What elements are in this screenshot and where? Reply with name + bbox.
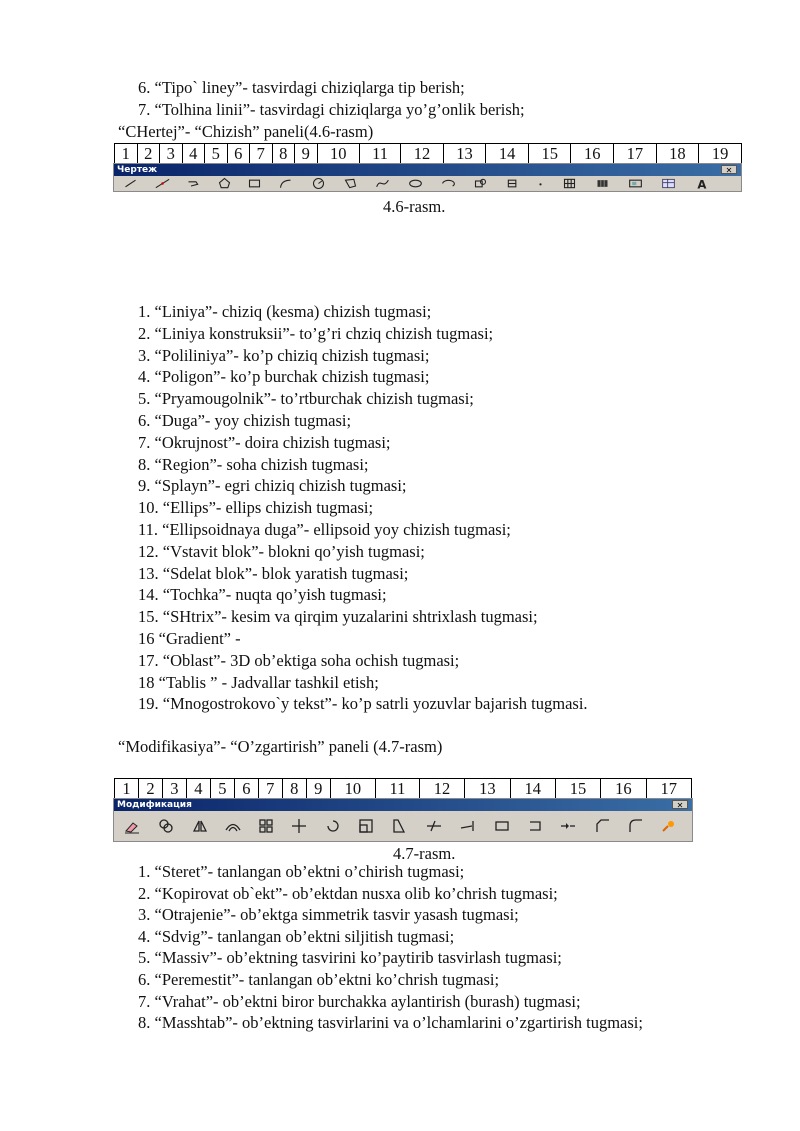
trim-icon[interactable] [416,817,451,835]
figure-caption-4-7: 4.7-rasm. [393,844,456,863]
number-cell: 3 [160,144,183,164]
modif-number-row [114,778,692,799]
number-cell: 18 [656,144,699,164]
list-item: 13. “Sdelat blok”- blok yaratish tugmasi; [138,563,409,583]
list-item: 6. “Peremestit”- tanlangan ob’ektni ko’chrish tugmasi; [138,970,500,989]
number-cell: 7 [258,779,282,799]
array-icon[interactable] [250,817,282,835]
number-cell: 16 [571,144,614,164]
gradient-icon[interactable] [586,176,619,191]
arc-icon[interactable] [269,176,302,191]
list-item: 16 “Gradient” - [138,629,241,648]
extend-icon[interactable] [451,817,485,835]
chamfer-icon[interactable] [585,817,618,835]
line-icon[interactable] [114,176,147,191]
section-heading-modifikasiya: “Modifikasiya”- “O’zgartirish” paneli (4.7-rasm) [118,737,443,756]
number-cell: 15 [555,779,600,799]
spline-icon[interactable] [366,176,399,191]
toolbar-title [114,799,692,811]
close-icon[interactable]: ✕ [721,165,737,174]
number-cell: 8 [272,144,295,164]
list-item: 3. “Poliliniya”- ko’p chiziq chizish tugmasi; [138,345,430,365]
number-cell: 2 [138,779,162,799]
number-cell: 12 [419,779,464,799]
number-cell: 2 [137,144,160,164]
make-block-icon[interactable] [497,176,527,191]
number-cell: 11 [376,779,420,799]
stretch-icon[interactable] [382,817,416,835]
svg-text:A: A [697,177,707,191]
section-heading-chertej: “CHertej”- “Chizish” paneli(4.6-rasm) [118,122,374,141]
hatch-icon[interactable] [553,176,586,191]
insert-block-icon[interactable] [464,176,497,191]
circle-icon[interactable] [302,176,334,191]
number-cell: 8 [282,779,306,799]
polyline-icon[interactable] [178,176,209,191]
list-item: 11. “Ellipsoidnaya duga”- ellipsoid yoy chizish tugmasi; [138,520,511,539]
ellipse-icon[interactable] [399,176,432,191]
break-icon[interactable] [518,817,551,835]
ellipse-arc-icon[interactable] [432,176,464,191]
rectangle-icon[interactable] [239,176,269,191]
list-item: 19. “Mnogostrokovo`y tekst”- ko’p satrli yozuvlar bajarish tugmasi. [138,694,588,714]
join-icon[interactable] [551,817,585,835]
toolbar-icons [114,811,692,841]
rotate-icon[interactable] [316,817,350,835]
number-cell: 13 [443,144,486,164]
number-cell: 1 [115,144,138,164]
explode-icon[interactable] [652,817,686,835]
table-icon[interactable] [652,176,685,191]
chertej-number-row [114,143,742,164]
list-item: 1. “Steret”- tanlangan ob’ektni o’chirish tugmasi; [138,862,465,881]
number-cell: 14 [510,779,555,799]
toolbar-title [114,164,741,176]
list-item: 10. “Ellips”- ellips chizish tugmasi; [138,498,374,518]
text-line: 7. “Tolhina linii”- tasvirdagi chiziqlarga yo’g’onlik berish; [138,100,525,119]
copy-icon[interactable] [149,817,183,835]
list-item: 4. “Poligon”- ko’p burchak chizish tugmasi; [138,367,430,387]
number-cell: 17 [646,779,691,799]
text-line: 6. “Tipo` liney”- tasvirdagi chiziqlarga tip berish; [138,78,465,97]
number-cell: 19 [699,144,742,164]
number-cell: 9 [306,779,330,799]
move-icon[interactable] [282,817,316,835]
number-cell: 5 [205,144,228,164]
number-cell: 14 [486,144,529,164]
number-cell: 1 [115,779,139,799]
list-item: 5. “Massiv”- ob’ektning tasvirini ko’paytirib tasvirlash tugmasi; [138,948,562,968]
number-cell: 16 [601,779,646,799]
list-item: 17. “Oblast”- 3D ob’ektiga soha ochish tugmasi; [138,650,460,670]
list-item: 4. “Sdvig”- tanlangan ob’ektni siljitish tugmasi; [138,926,455,946]
list-item: 14. “Tochka”- nuqta qo’yish tugmasi; [138,585,387,605]
close-icon[interactable]: ✕ [672,800,688,809]
list-item: 8. “Masshtab”- ob’ektning tasvirlarini va o’lchamlarini o’zgartirish tugmasi; [138,1013,643,1033]
scale-icon[interactable] [350,817,382,835]
number-cell: 9 [295,144,318,164]
number-cell: 6 [234,779,258,799]
boundary-icon[interactable] [619,176,652,191]
list-item: 6. “Duga”- yoy chizish tugmasi; [138,411,352,430]
toolbar-title-text: Чертеж [117,165,158,175]
construction-line-icon[interactable] [147,176,178,191]
number-cell: 3 [162,779,186,799]
list-item: 7. “Okrujnost”- doira chizish tugmasi; [138,432,391,452]
number-cell: 4 [182,144,205,164]
list-item: 15. “SHtrix”- kesim va qirqim yuzalarini shtrixlash tugmasi; [138,607,538,627]
number-cell: 6 [227,144,250,164]
multiline-text-icon[interactable] [685,176,718,191]
number-cell: 17 [614,144,657,164]
number-cell: 11 [360,144,401,164]
number-cell: 10 [317,144,360,164]
number-cell: 5 [210,779,234,799]
list-item: 2. “Liniya konstruksii”- to’g’ri chziq chizish tugmasi; [138,323,494,343]
polygon-icon[interactable] [209,176,239,191]
offset-icon[interactable] [216,817,250,835]
toolbar-title-text: Модификация [117,800,192,810]
list-item: 5. “Pryamougolnik”- to’rtburchak chizish tugmasi; [138,389,474,409]
list-item: 2. “Kopirovat ob`ekt”- ob’ektdan nusxa olib ko’chrish tugmasi; [138,883,558,903]
number-cell: 13 [465,779,510,799]
number-cell: 10 [330,779,375,799]
list-item: 12. “Vstavit blok”- blokni qo’yish tugmasi; [138,541,425,561]
toolbar-icons [114,176,741,191]
mirror-icon[interactable] [183,817,216,835]
figure-caption-4-6: 4.6-rasm. [383,197,446,216]
number-cell: 12 [401,144,444,164]
list-item: 3. “Otrajenie”- ob’ektga simmetrik tasvir yasash tugmasi; [138,905,519,925]
chertej-toolbar [113,163,742,192]
modif-toolbar [113,798,693,842]
fillet-icon[interactable] [618,817,652,835]
list-item: 8. “Region”- soha chizish tugmasi; [138,454,369,474]
list-item: 1. “Liniya”- chiziq (kesma) chizish tugmasi; [138,302,432,321]
list-item: 18 “Tablis ” - Jadvallar tashkil etish; [138,672,379,692]
point-icon[interactable] [527,176,553,191]
list-item: 9. “Splayn”- egri chiziq chizish tugmasi; [138,476,407,496]
region-icon[interactable] [334,176,366,191]
number-cell: 4 [186,779,210,799]
number-cell: 15 [528,144,571,164]
break-at-point-icon[interactable] [485,817,518,835]
erase-icon[interactable] [114,817,149,835]
number-cell: 7 [250,144,273,164]
list-item: 7. “Vrahat”- ob’ektni biror burchakka aylantirish (burash) tugmasi; [138,991,581,1011]
